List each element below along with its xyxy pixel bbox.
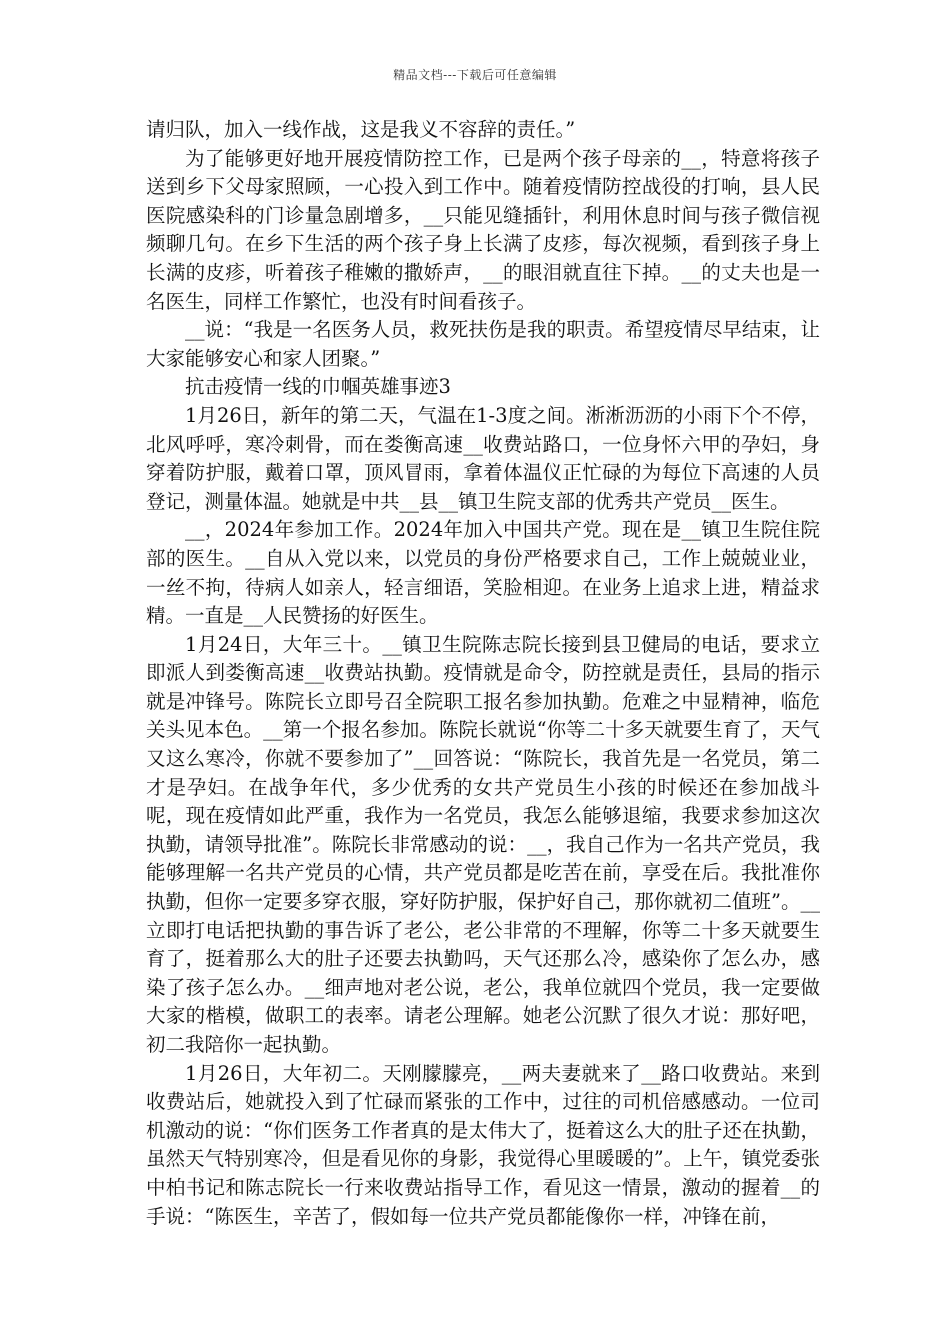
paragraph: 1月26日，大年初二。天刚朦朦亮，__两夫妻就来了__路口收费站。来到收费站后，她就投入到了忙碌而紧张的工作中，过往的司机倍感感动。一位司机激动的说：“你们医务工作者真的是太伟大了，挺着这么大的肚子还在执勤，虽然天气特别寒冷，但是看见你的身影，我觉得心里暖暖的”。上午，镇党委张中柏书记和陈志院长一行来收费站指导工作，看见这一情景，激动的握着__的手说：“陈医生，辛苦了，假如每一位共产党员都能像你一样，冲锋在前，: [146, 1061, 820, 1228]
section-heading: 抗击疫情一线的巾帼英雄事迹3: [185, 375, 451, 399]
paragraph: __，2024年参加工作。2024年加入中国共产党。现在是__镇卫生院住院部的医生。__自从入党以来，以党员的身份严格要求自己，工作上兢兢业业，一丝不拘，待病人如亲人，轻言细语，笑脸相迎。在业务上追求上进，精益求精。一直是__人民赞扬的好医生。: [146, 518, 820, 628]
paragraph: __说：“我是一名医务人员，救死扶伤是我的职责。希望疫情尽早结束，让大家能够安心和家人团聚。”: [146, 318, 820, 370]
document-body: [146, 116, 820, 1231]
paragraph: 1月24日，大年三十。__镇卫生院陈志院长接到县卫健局的电话，要求立即派人到娄衡高速__收费站执勤。疫情就是命令，防控就是责任，县局的指示就是冲锋号。陈院长立即号召全院职工报名参加执勤。危难之中显精神，临危关头见本色。__第一个报名参加。陈院长就说“你等二十多天就要生育了，天气又这么寒冷，你就不要参加了”__回答说：“陈院长，我首先是一名党员，第二才是孕妇。在战争年代，多少优秀的女共产党员生小孩的时候还在参加战斗呢，现在疫情如此严重，我作为一名党员，我怎么能够退缩，我要求参加这次执勤，请领导批准”。陈院长非常感动的说：__，我自己作为一名共产党员，我能够理解一名共产党员的心情，共产党员都是吃苦在前，享受在后。我批准你执勤，但你一定要多穿衣服，穿好防护服，保护好自己，那你就初二值班”。__立即打电话把执勤的事告诉了老公，老公非常的不理解，你等二十多天就要生育了，挺着那么大的肚子还要去执勤吗，天气还那么冷，感染你了怎么办，感染了孩子怎么办。__细声地对老公说，老公，我单位就四个党员，我一定要做大家的楷模，做职工的表率。请老公理解。她老公沉默了很久才说：那好吧，初二我陪你一起执勤。: [146, 632, 820, 1056]
paragraph: 1月26日，新年的第二天，气温在1-3度之间。淅淅沥沥的小雨下个不停，北风呼呼，寒冷刺骨，而在娄衡高速__收费站路口，一位身怀六甲的孕妇，身穿着防护服，戴着口罩，顶风冒雨，拿着体温仪正忙碌的为每位下高速的人员登记，测量体温。她就是中共__县__镇卫生院支部的优秀共产党员__医生。: [146, 403, 820, 513]
paragraph: 为了能够更好地开展疫情防控工作，已是两个孩子母亲的__，特意将孩子送到乡下父母家照顾，一心投入到工作中。随着疫情防控战役的打响，县人民医院感染科的门诊量急剧增多，__只能见缝插针，利用休息时间与孩子微信视频聊几句。在乡下生活的两个孩子身上长满了皮疹，每次视频，看到孩子身上长满的皮疹，听着孩子稚嫩的撒娇声，__的眼泪就直往下掉。__的丈夫也是一名医生，同样工作繁忙，也没有时间看孩子。: [146, 146, 820, 313]
paragraph: 请归队，加入一线作战，这是我义不容辞的责任。”: [146, 118, 576, 141]
page-header: 精品文档---下载后可任意编辑: [393, 68, 557, 82]
